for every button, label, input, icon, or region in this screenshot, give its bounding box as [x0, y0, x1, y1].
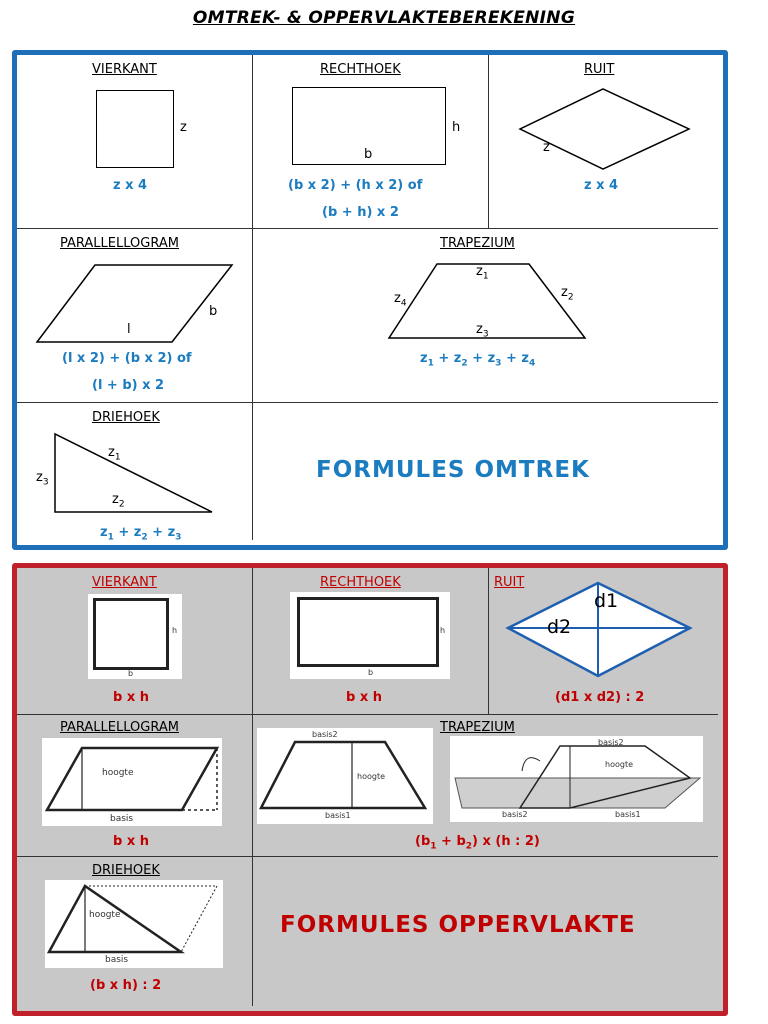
base-label: b: [364, 147, 373, 162]
side-label: z: [543, 140, 550, 155]
side-label: z: [180, 120, 187, 135]
formula: (d1 x d2) : 2: [555, 690, 645, 705]
trapezium-label: TRAPEZIUM: [440, 236, 515, 251]
z1-label: $z_1$: [476, 264, 489, 282]
formula: (l + b) x 2: [92, 378, 165, 393]
omtrek-heading: FORMULES OMTREK: [316, 457, 590, 483]
formula: b x h: [113, 690, 149, 705]
formula: b x h: [113, 834, 149, 849]
side-b-label: b: [209, 304, 218, 319]
divider: [17, 856, 718, 857]
d2-label: d2: [547, 616, 572, 638]
parallellogram-label: PARALLELLOGRAM: [60, 236, 179, 251]
formula: (b + h) x 2: [322, 205, 399, 220]
z3-label: $z_3$: [36, 470, 49, 488]
divider: [488, 55, 489, 228]
z2-label: $z_2$: [112, 492, 125, 510]
divider: [17, 714, 718, 715]
divider: [17, 402, 718, 403]
z3-label: $z_3$: [476, 322, 489, 340]
formula: (b x 2) + (h x 2) of: [288, 178, 423, 193]
formula: (l x 2) + (b x 2) of: [62, 351, 192, 366]
driehoek-label: DRIEHOEK: [92, 863, 160, 878]
d1-label: d1: [594, 590, 619, 612]
square-shape: [96, 90, 174, 168]
divider: [252, 55, 253, 540]
rechthoek-label: RECHTHOEK: [320, 62, 401, 77]
trapezoid-rotation-image: basis2 hoogte basis2 basis1: [450, 736, 703, 822]
z4-label: $z_4$: [394, 291, 407, 309]
parallellogram-label: PARALLELLOGRAM: [60, 720, 179, 735]
side-l-label: l: [127, 322, 131, 337]
trapezoid-image: basis2 hoogte basis1: [257, 728, 433, 824]
divider: [17, 228, 718, 229]
formula: b x h: [346, 690, 382, 705]
driehoek-label: DRIEHOEK: [92, 410, 160, 425]
square-image: h b: [88, 594, 182, 679]
rectangle-image: h b: [290, 592, 450, 679]
rechthoek-label: RECHTHOEK: [320, 575, 401, 590]
oppervlakte-heading: FORMULES OPPERVLAKTE: [280, 912, 636, 938]
formula: (b x h) : 2: [90, 978, 162, 993]
triangle-shape: [50, 430, 220, 516]
formula: z x 4: [113, 178, 148, 193]
parallelogram-image: hoogte basis: [42, 738, 222, 826]
formula: $z_1 + z_2 + z_3$: [100, 525, 182, 543]
ruit-label: RUIT: [494, 575, 525, 590]
height-label: h: [452, 120, 461, 135]
formula: $(b_1 + b_2)$ x (h : 2): [415, 834, 540, 852]
ruit-label: RUIT: [584, 62, 615, 77]
vierkant-label: VIERKANT: [92, 62, 157, 77]
rhombus-shape: [515, 85, 695, 175]
page-title: OMTREK- & OPPERVLAKTEBEREKENING: [192, 8, 576, 28]
triangle-image: hoogte basis: [45, 880, 223, 968]
divider: [488, 568, 489, 714]
vierkant-label: VIERKANT: [92, 575, 157, 590]
trapezium-label: TRAPEZIUM: [440, 720, 515, 735]
formula: $z_1 + z_2 + z_3 + z_4$: [420, 351, 536, 369]
z1-label: $z_1$: [108, 445, 121, 463]
divider: [252, 568, 253, 1006]
formula: z x 4: [584, 178, 619, 193]
z2-label: $z_2$: [561, 285, 574, 303]
